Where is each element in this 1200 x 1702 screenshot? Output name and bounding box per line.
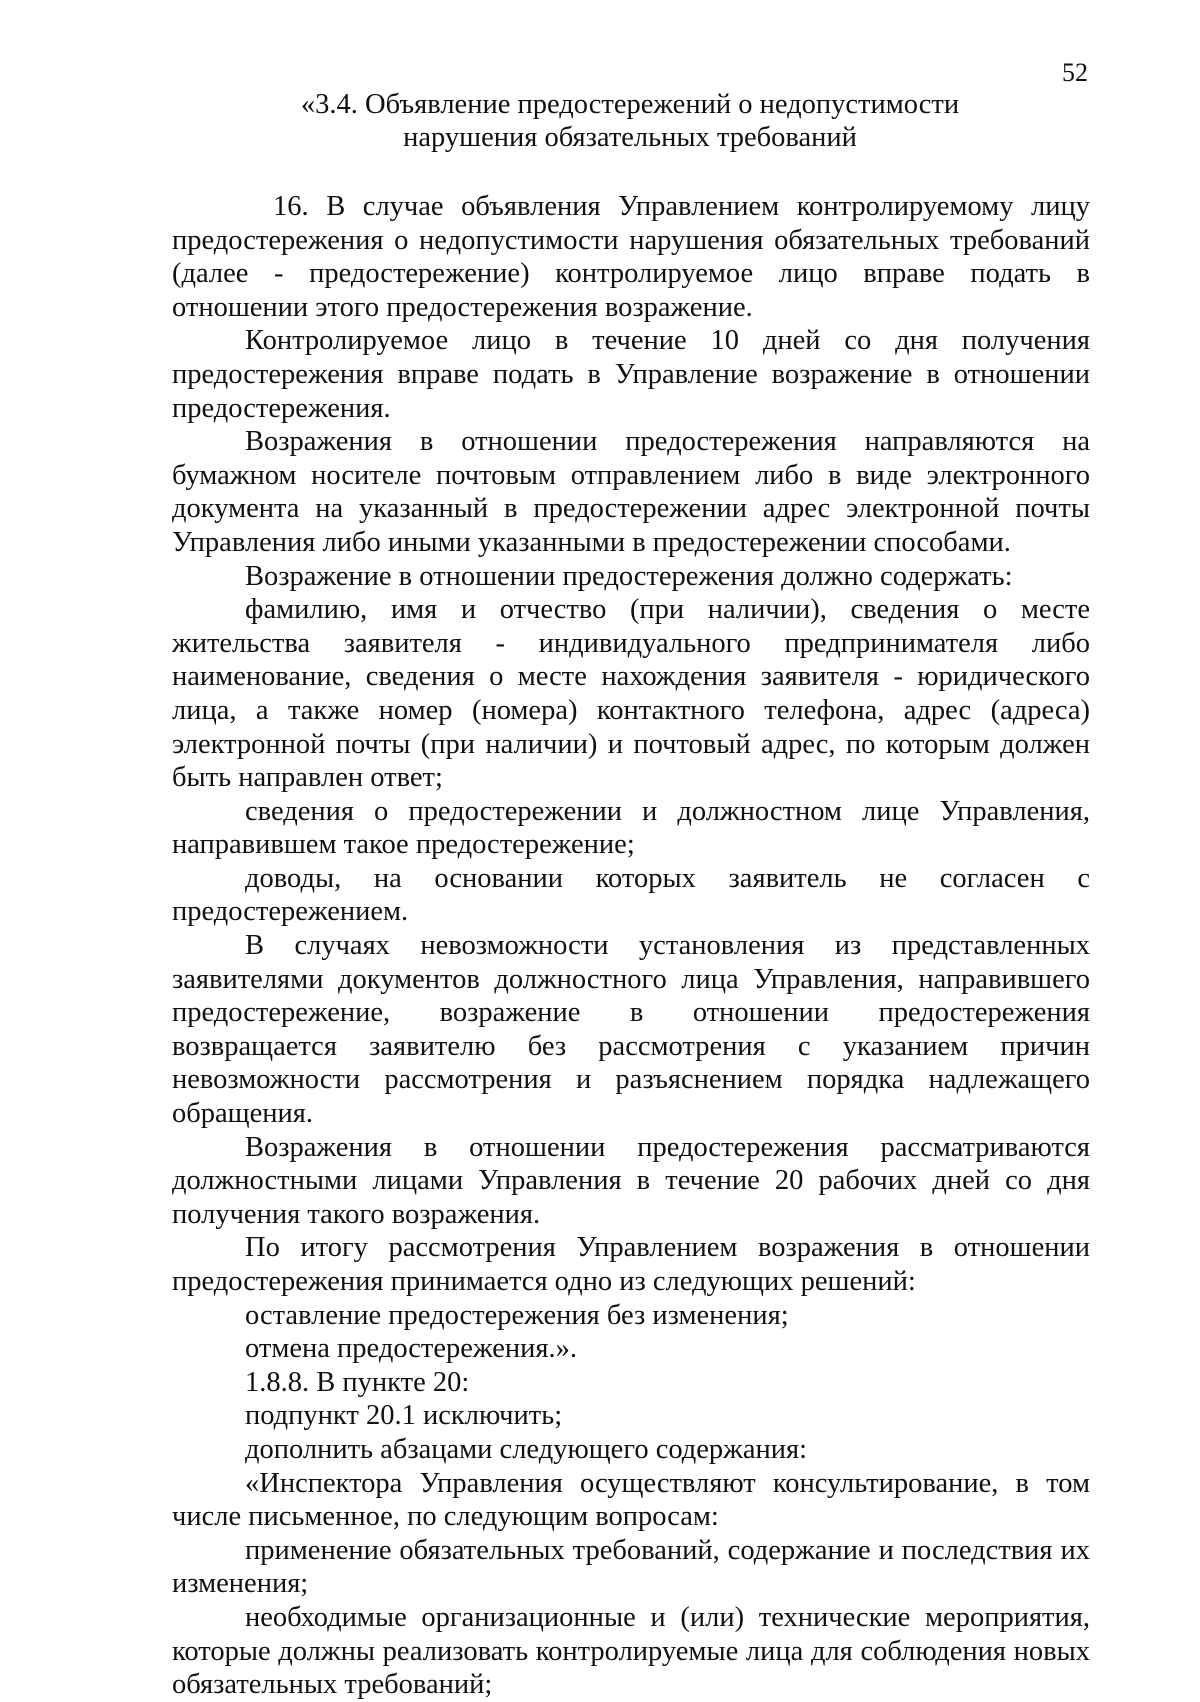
paragraph-warning-details: сведения о предостережении и должностном лице Управления, направившем такое предостережение; <box>172 795 1090 861</box>
paragraph-objection-contents-intro: Возражение в отношении предостережения должно содержать: <box>245 560 1013 592</box>
paragraph-applicant-details: фамилию, имя и отчество (при наличии), сведения о месте жительства заявителя - индивидуального предпринимателя либо наименование, сведения о месте нахождения заявителя - юридического лица, а также номер (номера) контактного телефона, адрес (адреса) электронной почты (при наличии) и почтовый адрес, по которым должен быть направлен ответ; <box>172 594 1090 794</box>
paragraph-supplement: дополнить абзацами следующего содержания: <box>245 1433 808 1465</box>
paragraph-outcome-cancel: отмена предостережения.». <box>245 1333 578 1365</box>
document-body <box>172 190 1090 1702</box>
paragraph-objection-deadline: Контролируемое лицо в течение 10 дней со дня получения предостережения вправе подать в Управление возражение в отношении предостережения. <box>172 325 1090 424</box>
paragraph-review-outcome: По итогу рассмотрения Управлением возражения в отношении предостережения принимается одно из следующих решений: <box>172 1232 1090 1297</box>
paragraph-requirements-application: применение обязательных требований, содержание и последствия их изменения; <box>172 1534 1090 1600</box>
section-heading-line-2: нарушения обязательных требований <box>403 122 857 153</box>
paragraph-review-period: Возражения в отношении предостережения рассматриваются должностными лицами Управления в течение 20 рабочих дней со дня получения такого возражения. <box>172 1131 1090 1230</box>
paragraph-objection-submission: Возражения в отношении предостережения направляются на бумажном носителе почтовым отправлением либо в виде электронного документа на указанный в предостережении адрес электронной почты Управления либо иными указанными в предостережении способами. <box>172 426 1090 558</box>
section-heading-line-1: «3.4. Объявление предостережений о недопустимости <box>300 89 960 120</box>
paragraph-consultation: «Инспектора Управления осуществляют консультирование, в том числе письменное, по следующим вопросам: <box>172 1467 1090 1533</box>
paragraph-item-1-8-8: 1.8.8. В пункте 20: <box>245 1366 470 1398</box>
paragraph-technical-measures: необходимые организационные и (или) технические мероприятия, которые должны реализовать контролируемые лица для соблюдения новых обязательных требований; <box>172 1601 1090 1701</box>
paragraph-arguments: доводы, на основании которых заявитель не согласен с предостережением. <box>172 862 1090 928</box>
paragraph-16: 16. В случае объявления Управлением контролируемому лицу предостережения о недопустимости нарушения обязательных требований (далее - предостережение) контролируемое лицо вправе подать в отношении этого предостережения возражение. <box>172 191 1090 323</box>
paragraph-exclude-subitem: подпункт 20.1 исключить; <box>245 1400 563 1432</box>
section-heading <box>150 88 1110 154</box>
paragraph-outcome-keep: оставление предостережения без изменения; <box>245 1299 789 1331</box>
paragraph-return-without-review: В случаях невозможности установления из представленных заявителями документов должностного лица Управления, направившего предостережение, возражение в отношении предостережения возвращается заявителю без рассмотрения с указанием причин невозможности рассмотрения и разъяснением порядка надлежащего обращения. <box>172 930 1090 1130</box>
page-number: 52 <box>1062 58 1088 87</box>
